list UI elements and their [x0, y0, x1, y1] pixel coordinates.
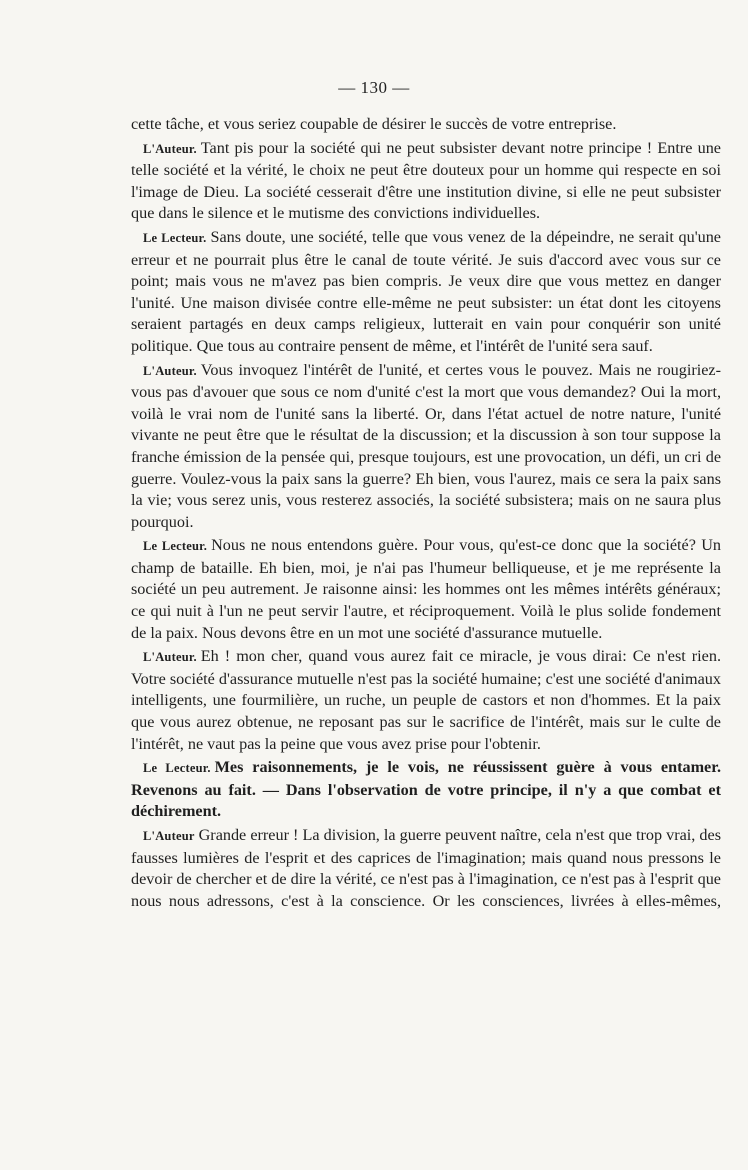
speaker-label: L'Auteur. [143, 650, 197, 665]
paragraph-text: Eh ! mon cher, quand vous aurez fait ce miracle, je vous dirai: Ce n'est rien. Votre société d'assurance mutuelle n'est pas la société humaine; c'est une société d'animaux intelligents, une fourmilière, un ruche, un peuple de castors et non d'hommes. Et la paix que vous aurez obtenue, ne reposant pas sur le sacrifice de l'intérêt, mais sur le culte de l'intérêt, ne vaut pas la peine que vous avez prise pour l'obtenir. [131, 647, 721, 753]
speaker-label: Le Lecteur. [143, 761, 211, 776]
paragraph [131, 360, 721, 534]
paragraph-text: Mes raisonnements, je le vois, ne réussissent guère à vous entamer. Revenons au fait. — Dans l'observation de votre principe, il n'y a que combat et déchirement. [131, 758, 721, 821]
paragraph [131, 138, 721, 225]
paragraph [131, 825, 721, 912]
speaker-label: Le Lecteur. [143, 539, 208, 554]
paragraph [131, 757, 721, 823]
speaker-label: L'Auteur. [143, 363, 197, 378]
paragraph-text: Nous ne nous entendons guère. Pour vous, qu'est-ce donc que la société? Un champ de bataille. Eh bien, moi, je n'ai pas l'humeur belliqueuse, et je me représente la société un peu autrement. Je raisonne ainsi: les hommes ont les mêmes intérêts généraux; ce qui nuit à l'un ne peut servir l'autre, et réciproquement. Voilà le plus solide fondement de la paix. Nous devons être en un mot une société d'assurance mutuelle. [131, 536, 721, 642]
speaker-label: L'Auteur [143, 829, 195, 843]
paragraph-text: cette tâche, et vous seriez coupable de désirer le succès de votre entreprise. [131, 115, 617, 133]
page-number: — 130 — [338, 78, 410, 97]
paragraph-text: Tant pis pour la société qui ne peut subsister devant notre principe ! Entre une telle société et la vérité, le choix ne peut être douteux pour un homme qui respecte en soi l'image de Dieu. La société cesserait d'être une institution divine, si elle ne peut subsister que dans le silence et le mutisme des convictions individuelles. [131, 138, 721, 223]
speaker-label: L'Auteur. [143, 141, 197, 156]
paragraph [131, 646, 721, 755]
speaker-label: Le Lecteur. [143, 230, 207, 245]
dialogue-text [131, 114, 721, 914]
paragraph [131, 535, 721, 644]
paragraph-text: Sans doute, une société, telle que vous venez de la dépeindre, ne serait qu'une erreur et ne pourrait plus être le canal de toute vérité. Je suis d'accord avec vous sur ce point; mais vous ne m'avez pas bien compris. Je veux dire que vous mettez en danger l'unité. Une maison divisée contre elle-même ne peut subsister: un état dont les citoyens seraient partagés en deux camps religieux, lutterait en vain pour conquérir son unité politique. Que tous au contraire pensent de même, et l'intérêt de l'unité sera sauf. [131, 227, 721, 355]
paragraph [131, 114, 721, 136]
paragraph-text: Vous invoquez l'intérêt de l'unité, et certes vous le pouvez. Mais ne rougiriez-vous pas d'avouer que sous ce nom d'unité c'est la mort que vous demandez? Oui la mort, voilà le vrai nom de l'unité sans la liberté. Or, dans l'état actuel de notre nature, l'unité vivante ne peut être que le résultat de la discussion; et la discussion à son tour suppose la franche émission de la pensée qui, presque toujours, est une provocation, un défi, un cri de guerre. Voulez-vous la paix sans la guerre? Eh bien, vous l'aurez, mais ce sera la paix sans la vie; vous serez unis, vous resterez associés, la société subsistera; mais on ne saura plus pourquoi. [131, 360, 721, 531]
paragraph-text: Grande erreur ! La division, la guerre peuvent naître, cela n'est que trop vrai, des fausses lumières de l'esprit et des caprices de l'imagination; mais quand nous pressons le devoir de chercher et de dire la vérité, ce n'est pas à l'imagination, ce n'est pas à l'esprit que nous nous adressons, c'est à la conscience. Or les consciences, livrées à elles-mêmes, [131, 826, 721, 910]
paragraph [131, 227, 721, 358]
